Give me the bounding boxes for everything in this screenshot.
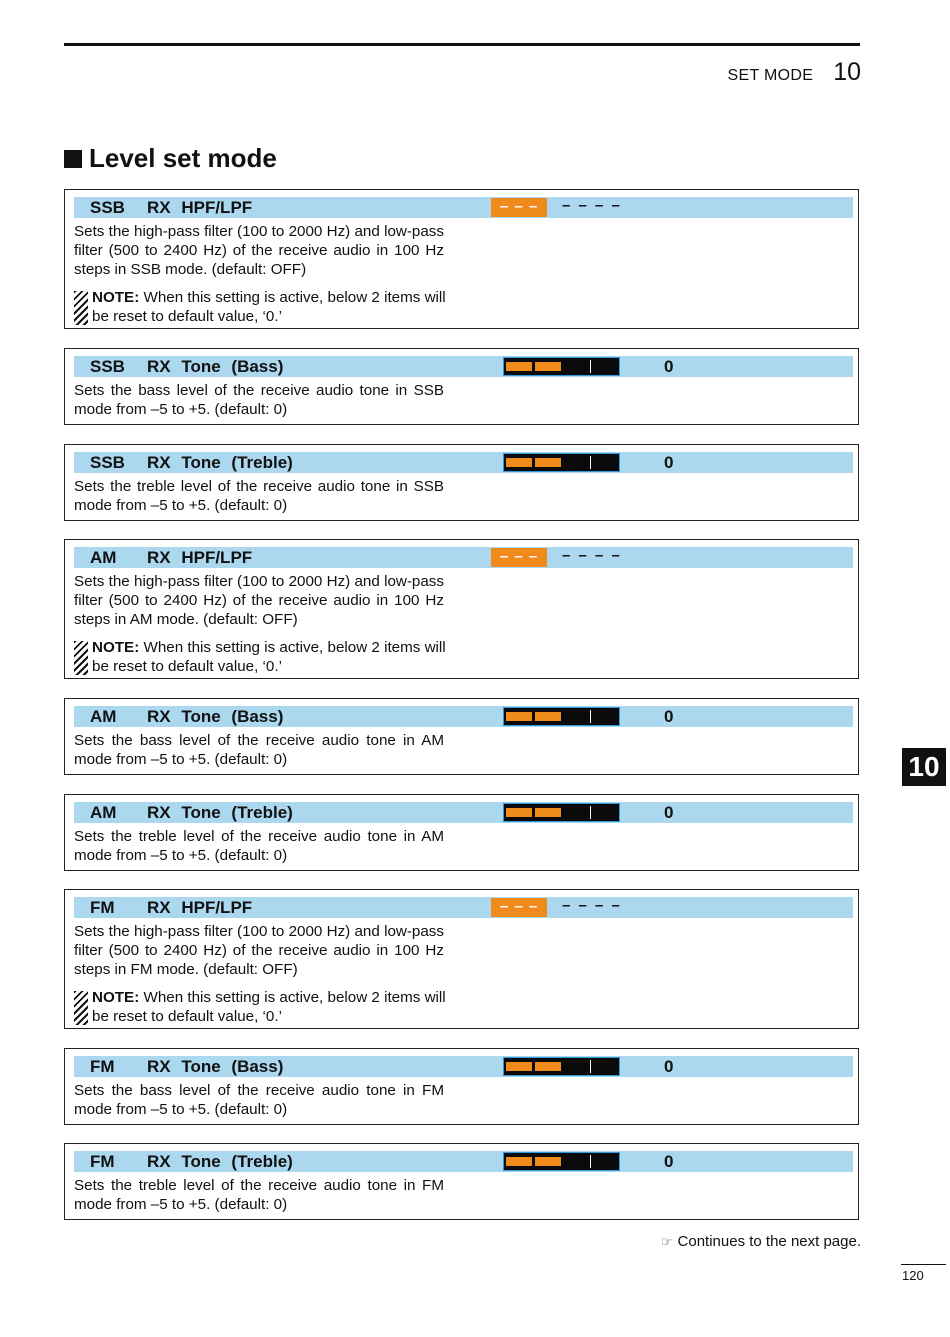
- hpf-display-box: – – –: [491, 548, 547, 567]
- meter-segment: [506, 458, 532, 467]
- setting-name: RX Tone (Treble): [147, 453, 293, 472]
- setting-mode: SSB: [90, 357, 125, 376]
- setting-name: RX HPF/LPF: [147, 198, 253, 217]
- setting-mode: SSB: [90, 198, 125, 217]
- setting-name: RX Tone (Treble): [147, 803, 293, 822]
- meter-center-tick: [590, 806, 591, 819]
- lpf-display: – – – –: [562, 897, 622, 914]
- setting-item-fm-hpf-lpf: [64, 889, 859, 1029]
- setting-header-bar: [74, 452, 853, 473]
- chapter-tab: 10: [902, 748, 946, 786]
- section-name: SET MODE: [727, 67, 814, 84]
- note-text: When this setting is active, below 2 items will be reset to default value, ‘0.’: [92, 639, 446, 676]
- setting-item-am-hpf-lpf: [64, 539, 859, 679]
- setting-header-bar: [74, 706, 853, 727]
- tone-value: 0: [664, 707, 674, 726]
- top-rule: [64, 43, 860, 46]
- pointing-hand-icon: ☞: [660, 1233, 673, 1249]
- chapter-number: 10: [833, 58, 861, 86]
- hpf-display-box: – – –: [491, 198, 547, 217]
- page-title-text: Level set mode: [89, 143, 277, 173]
- tone-level-meter: [503, 1152, 620, 1171]
- setting-mode: FM: [90, 1152, 115, 1171]
- setting-header-bar: [74, 197, 853, 218]
- page-title: [64, 143, 277, 174]
- note-hatch-icon: [74, 291, 88, 325]
- meter-segment: [535, 712, 561, 721]
- meter-center-tick: [590, 1060, 591, 1073]
- tone-value: 0: [664, 1057, 674, 1076]
- setting-item-am-bass: [64, 698, 859, 775]
- setting-name: RX Tone (Bass): [147, 357, 284, 376]
- setting-item-ssb-treble: [64, 444, 859, 521]
- meter-center-tick: [590, 1155, 591, 1168]
- setting-item-fm-treble: [64, 1143, 859, 1220]
- setting-name: RX HPF/LPF: [147, 548, 253, 567]
- note-text: When this setting is active, below 2 items will be reset to default value, ‘0.’: [92, 989, 446, 1026]
- setting-item-am-treble: [64, 794, 859, 871]
- setting-header-bar: [74, 1151, 853, 1172]
- hpf-display-box: – – –: [491, 898, 547, 917]
- setting-header-bar: [74, 897, 853, 918]
- page-number: 120: [902, 1268, 924, 1283]
- lpf-display: – – – –: [562, 197, 622, 214]
- lpf-display: – – – –: [562, 547, 622, 564]
- note-label: NOTE:: [92, 289, 140, 306]
- setting-header-bar: [74, 1056, 853, 1077]
- note-hatch-icon: [74, 991, 88, 1025]
- meter-segment: [535, 808, 561, 817]
- tone-level-meter: [503, 707, 620, 726]
- meter-center-tick: [590, 456, 591, 469]
- meter-segment: [506, 362, 532, 371]
- tone-level-meter: [503, 453, 620, 472]
- page-number-rule: [901, 1264, 946, 1265]
- square-bullet-icon: [64, 150, 82, 168]
- meter-center-tick: [590, 360, 591, 373]
- meter-segment: [506, 1157, 532, 1166]
- setting-description: Sets the treble level of the receive audio tone in AM mode from –5 to +5. (default: 0): [74, 828, 444, 865]
- setting-description: Sets the high-pass filter (100 to 2000 Hz) and low-pass filter (500 to 2400 Hz) of the receive audio in 100 Hz steps in FM mode. (default: OFF): [74, 923, 444, 979]
- tone-level-meter: [503, 1057, 620, 1076]
- setting-description: Sets the high-pass filter (100 to 2000 Hz) and low-pass filter (500 to 2400 Hz) of the receive audio in 100 Hz steps in AM mode. (default: OFF): [74, 573, 444, 629]
- tone-level-meter: [503, 803, 620, 822]
- setting-name: RX Tone (Bass): [147, 707, 284, 726]
- meter-center-tick: [590, 710, 591, 723]
- meter-segment: [535, 362, 561, 371]
- setting-description: Sets the bass level of the receive audio tone in SSB mode from –5 to +5. (default: 0): [74, 382, 444, 419]
- running-header: [728, 58, 862, 87]
- setting-mode: SSB: [90, 453, 125, 472]
- note-text: When this setting is active, below 2 items will be reset to default value, ‘0.’: [92, 289, 446, 326]
- setting-item-fm-bass: [64, 1048, 859, 1125]
- setting-name: RX HPF/LPF: [147, 898, 253, 917]
- setting-description: Sets the bass level of the receive audio tone in AM mode from –5 to +5. (default: 0): [74, 732, 444, 769]
- continues-note: [661, 1233, 861, 1250]
- setting-mode: AM: [90, 707, 117, 726]
- setting-note: [74, 288, 446, 326]
- meter-segment: [535, 458, 561, 467]
- setting-description: Sets the treble level of the receive audio tone in SSB mode from –5 to +5. (default: 0): [74, 478, 444, 515]
- setting-name: RX Tone (Treble): [147, 1152, 293, 1171]
- meter-segment: [506, 1062, 532, 1071]
- meter-segment: [535, 1157, 561, 1166]
- setting-mode: AM: [90, 548, 117, 567]
- tone-value: 0: [664, 357, 674, 376]
- setting-header-bar: [74, 802, 853, 823]
- tone-level-meter: [503, 357, 620, 376]
- setting-header-bar: [74, 547, 853, 568]
- setting-description: Sets the treble level of the receive audio tone in FM mode from –5 to +5. (default: 0): [74, 1177, 444, 1214]
- meter-segment: [535, 1062, 561, 1071]
- setting-description: Sets the high-pass filter (100 to 2000 Hz) and low-pass filter (500 to 2400 Hz) of the receive audio in 100 Hz steps in SSB mode. (default: OFF): [74, 223, 444, 279]
- meter-segment: [506, 712, 532, 721]
- tone-value: 0: [664, 1152, 674, 1171]
- setting-note: [74, 988, 446, 1026]
- note-label: NOTE:: [92, 639, 140, 656]
- setting-item-ssb-hpf-lpf: [64, 189, 859, 329]
- note-label: NOTE:: [92, 989, 140, 1006]
- setting-description: Sets the bass level of the receive audio tone in FM mode from –5 to +5. (default: 0): [74, 1082, 444, 1119]
- setting-note: [74, 638, 446, 676]
- setting-mode: AM: [90, 803, 117, 822]
- meter-segment: [506, 808, 532, 817]
- setting-header-bar: [74, 356, 853, 377]
- setting-mode: FM: [90, 898, 115, 917]
- note-hatch-icon: [74, 641, 88, 675]
- tone-value: 0: [664, 803, 674, 822]
- continues-text: Continues to the next page.: [677, 1233, 861, 1250]
- setting-item-ssb-bass: [64, 348, 859, 425]
- setting-name: RX Tone (Bass): [147, 1057, 284, 1076]
- setting-mode: FM: [90, 1057, 115, 1076]
- tone-value: 0: [664, 453, 674, 472]
